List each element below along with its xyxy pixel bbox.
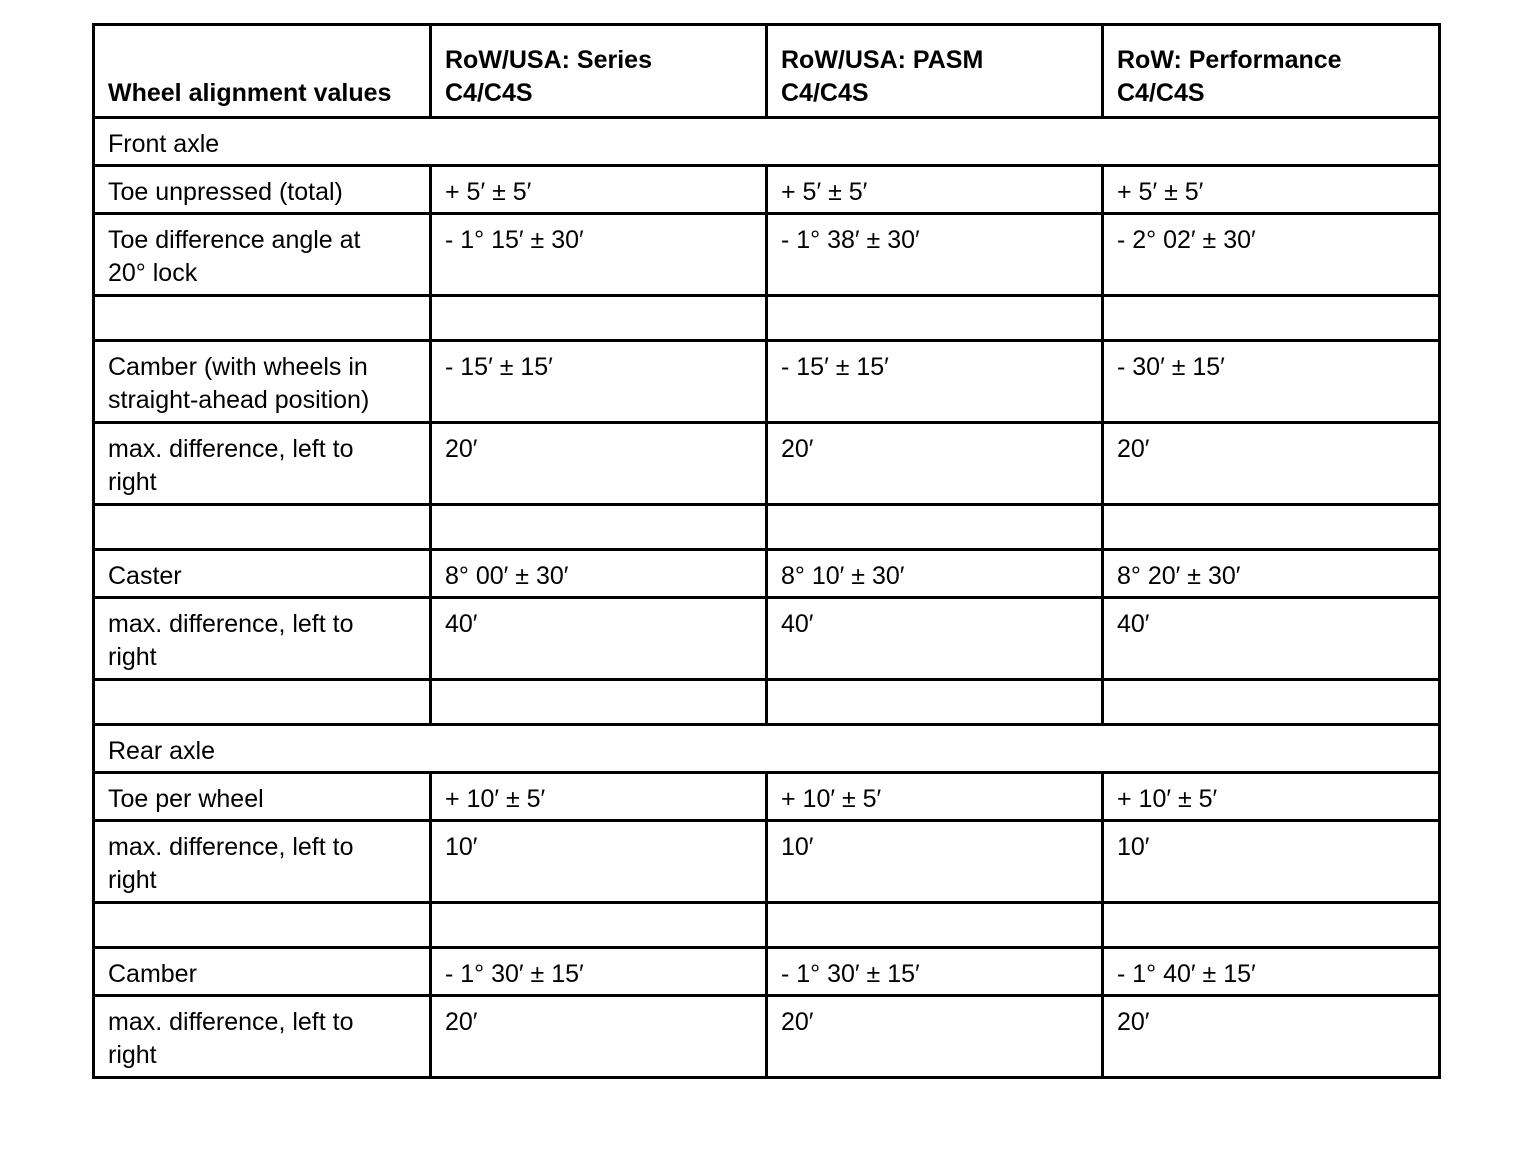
cell-value: + 10′ ± 5′ [431, 773, 767, 821]
cell-value: 20′ [767, 423, 1103, 505]
spacer-row [94, 505, 1440, 550]
table-row [94, 821, 1440, 903]
table-row [94, 948, 1440, 996]
header-row [94, 25, 1440, 118]
spacer-row [94, 903, 1440, 948]
cell-value: 20′ [1103, 996, 1440, 1078]
row-label-toe-per-wheel: Toe per wheel [94, 773, 431, 821]
cell-value: 20′ [431, 996, 767, 1078]
cell-value: 8° 00′ ± 30′ [431, 550, 767, 598]
cell-value: 10′ [1103, 821, 1440, 903]
wheel-alignment-table [92, 23, 1441, 1079]
header-row-usa-pasm: RoW/USA: PASM C4/C4S [767, 25, 1103, 118]
spacer-row [94, 296, 1440, 341]
cell-value: 20′ [431, 423, 767, 505]
table-row [94, 773, 1440, 821]
section-title-front-axle: Front axle [94, 118, 1440, 166]
table-row [94, 341, 1440, 423]
row-label-front-camber: Camber (with wheels in straight-ahead position) [94, 341, 431, 423]
cell-value: 40′ [1103, 598, 1440, 680]
cell-value: + 5′ ± 5′ [431, 166, 767, 214]
cell-value: - 1° 15′ ± 30′ [431, 214, 767, 296]
cell-value: + 10′ ± 5′ [767, 773, 1103, 821]
row-label-caster: Caster [94, 550, 431, 598]
table-row [94, 214, 1440, 296]
table-row [94, 423, 1440, 505]
cell-value: - 1° 40′ ± 15′ [1103, 948, 1440, 996]
row-label-toe-unpressed: Toe unpressed (total) [94, 166, 431, 214]
cell-value: 10′ [431, 821, 767, 903]
section-row-front-axle [94, 118, 1440, 166]
cell-value: 40′ [431, 598, 767, 680]
cell-value: - 1° 30′ ± 15′ [767, 948, 1103, 996]
cell-value: 20′ [1103, 423, 1440, 505]
cell-value: 8° 20′ ± 30′ [1103, 550, 1440, 598]
header-row-performance: RoW: Performance C4/C4S [1103, 25, 1440, 118]
cell-value: - 30′ ± 15′ [1103, 341, 1440, 423]
cell-value: - 1° 38′ ± 30′ [767, 214, 1103, 296]
cell-value: 10′ [767, 821, 1103, 903]
section-title-rear-axle: Rear axle [94, 725, 1440, 773]
table-row [94, 166, 1440, 214]
cell-value: + 5′ ± 5′ [1103, 166, 1440, 214]
cell-value: 20′ [767, 996, 1103, 1078]
cell-value: - 15′ ± 15′ [767, 341, 1103, 423]
row-label-max-difference: max. difference, left to right [94, 423, 431, 505]
row-label-max-difference: max. difference, left to right [94, 996, 431, 1078]
header-wheel-alignment-values: Wheel alignment values [94, 25, 431, 118]
header-row-usa-series: RoW/USA: Series C4/C4S [431, 25, 767, 118]
table-row [94, 996, 1440, 1078]
cell-value: 40′ [767, 598, 1103, 680]
cell-value: - 2° 02′ ± 30′ [1103, 214, 1440, 296]
cell-value: 8° 10′ ± 30′ [767, 550, 1103, 598]
cell-value: - 1° 30′ ± 15′ [431, 948, 767, 996]
row-label-toe-difference: Toe difference angle at 20° lock [94, 214, 431, 296]
cell-value: - 15′ ± 15′ [431, 341, 767, 423]
row-label-max-difference: max. difference, left to right [94, 821, 431, 903]
cell-value: + 5′ ± 5′ [767, 166, 1103, 214]
section-row-rear-axle [94, 725, 1440, 773]
table-row [94, 550, 1440, 598]
spacer-row [94, 680, 1440, 725]
cell-value: + 10′ ± 5′ [1103, 773, 1440, 821]
row-label-max-difference: max. difference, left to right [94, 598, 431, 680]
row-label-rear-camber: Camber [94, 948, 431, 996]
table-row [94, 598, 1440, 680]
